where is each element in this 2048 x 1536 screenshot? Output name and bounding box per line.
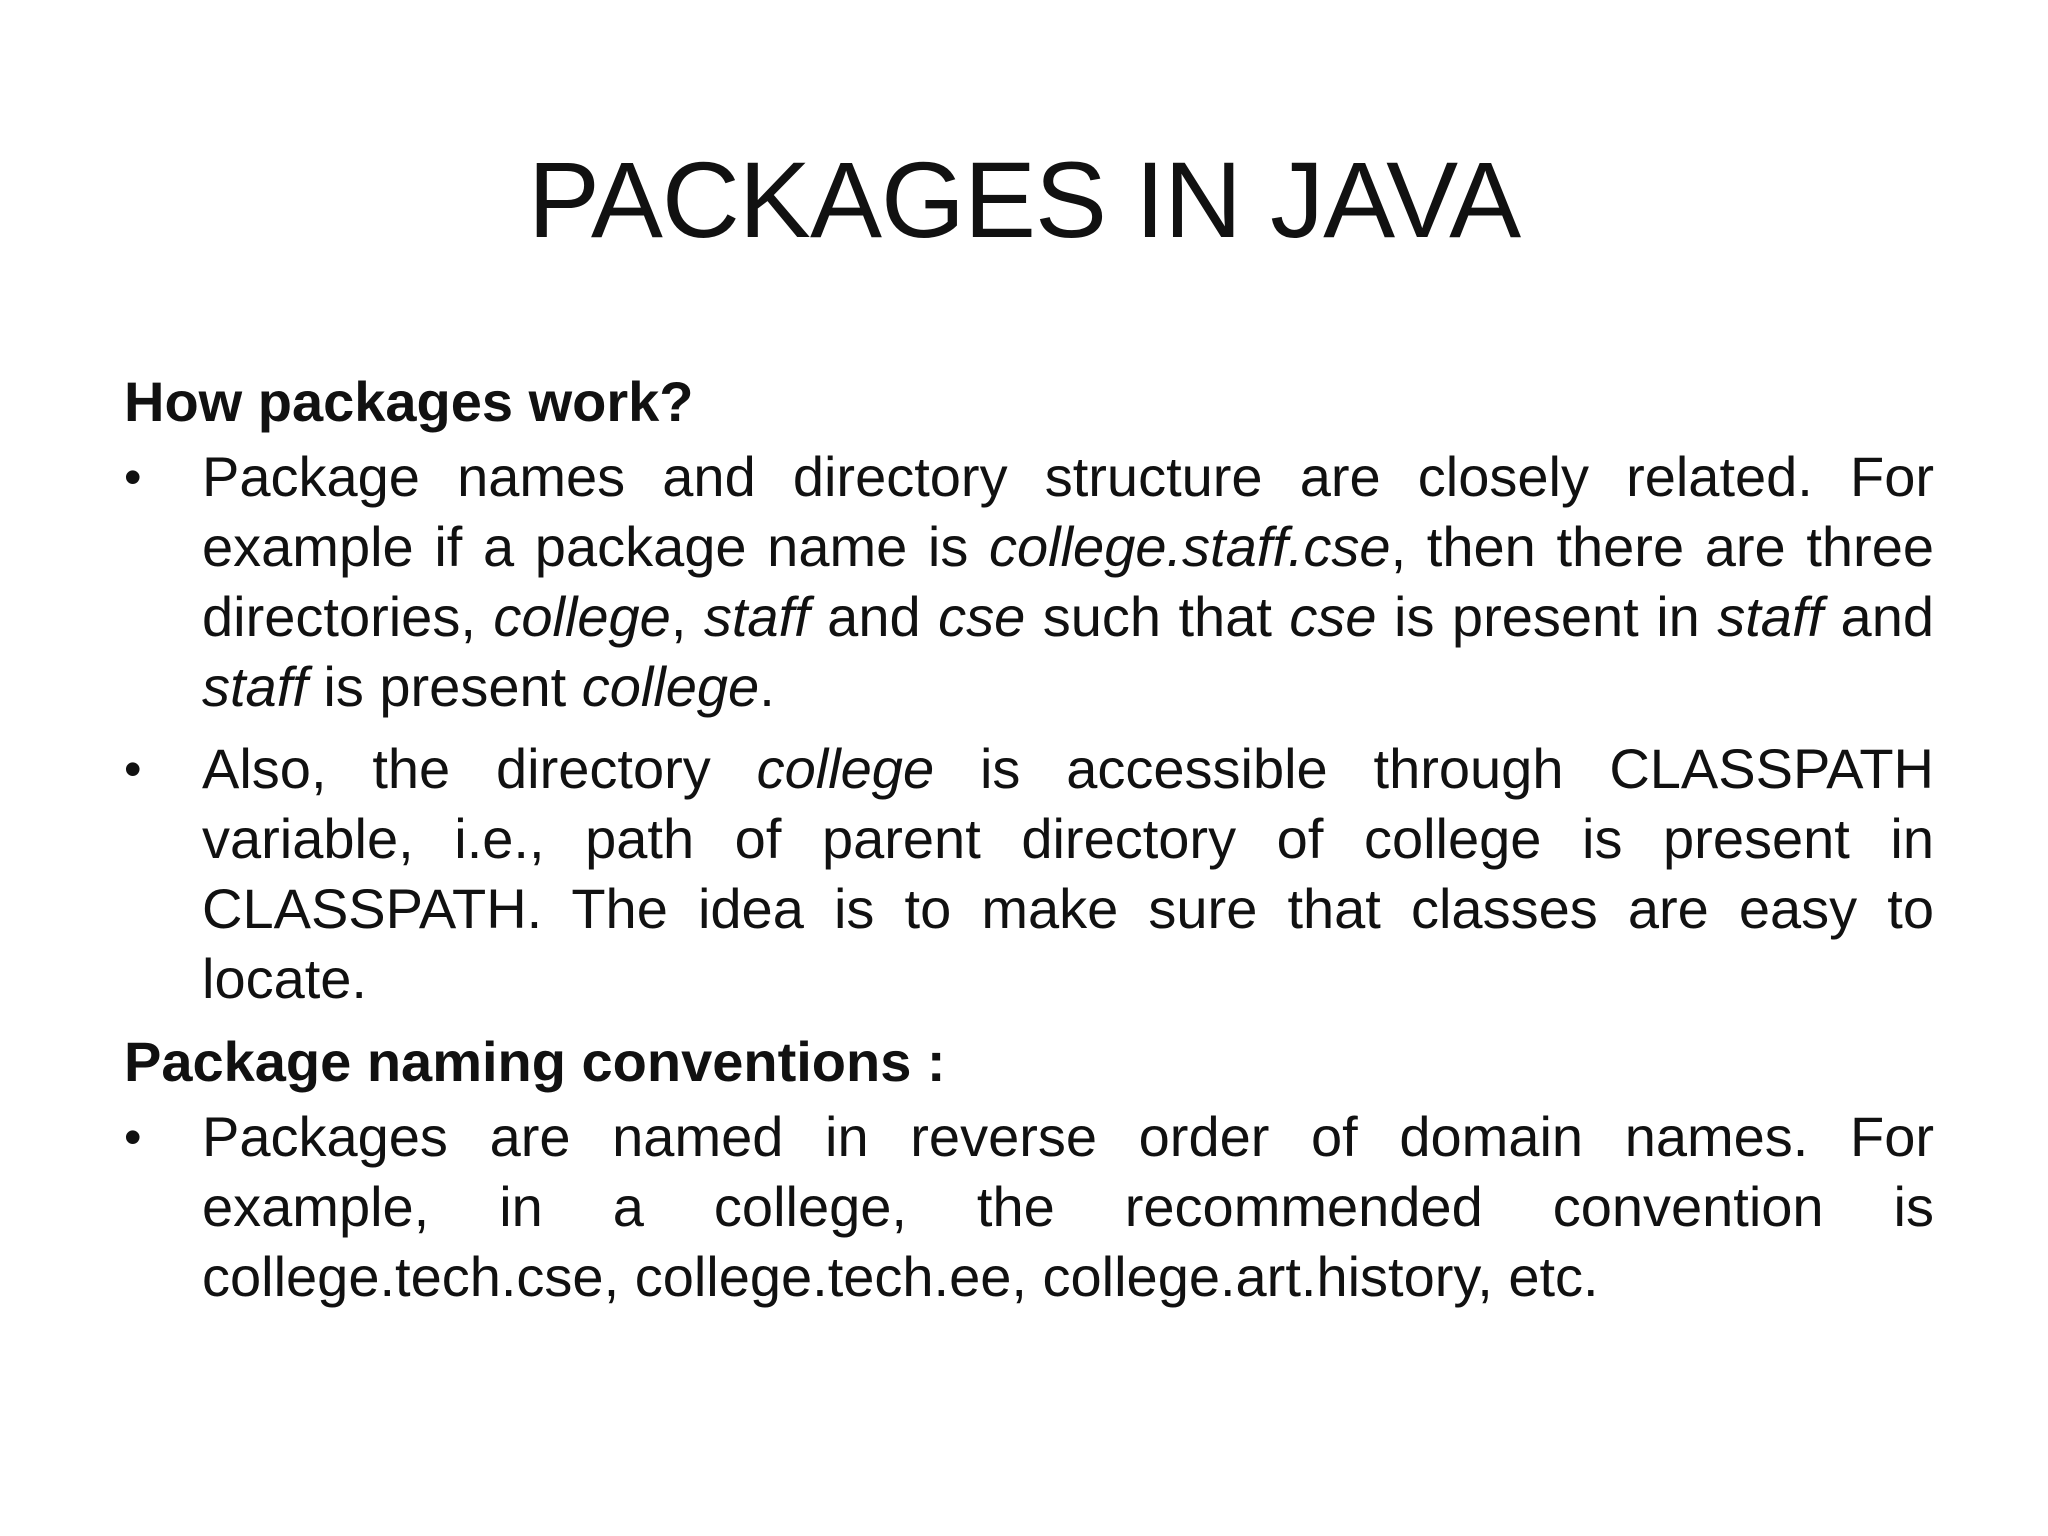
section-package-naming-conventions xyxy=(124,1028,1934,1312)
text-run: is present xyxy=(307,655,582,718)
bullet-item xyxy=(124,1102,1934,1312)
text-run: is accessible through CLASSPATH variable, i.e., path of parent directory of college is present in CLASSPATH. The idea is to make sure that classes are easy to locate. xyxy=(202,737,1935,1010)
italic-term: college xyxy=(756,737,935,800)
italic-term: cse xyxy=(1289,585,1377,648)
slide-title: PACKAGES IN JAVA xyxy=(527,139,1521,260)
italic-term: cse xyxy=(938,585,1026,648)
section-heading: Package naming conventions : xyxy=(124,1030,946,1093)
italic-term: college.staff.cse xyxy=(989,515,1391,578)
text-run: , xyxy=(670,585,704,648)
text-run: and xyxy=(1823,585,1934,648)
text-run: such that xyxy=(1025,585,1290,648)
bullet-dot: • xyxy=(124,449,142,505)
bullet-text xyxy=(202,442,1934,722)
italic-term: staff xyxy=(1717,585,1824,648)
section-heading: How packages work? xyxy=(124,370,694,433)
text-run: Package names and directory structure are closely related. For example if a package name is xyxy=(202,445,1934,578)
bullet-text xyxy=(202,1102,1934,1312)
text-run: and xyxy=(809,585,939,648)
text-run: , then there are three directories, xyxy=(202,515,1934,648)
italic-term: college xyxy=(581,655,760,718)
text-run: . xyxy=(759,655,775,718)
bullet-text xyxy=(202,734,1934,1014)
bullet-item xyxy=(124,442,1934,722)
italic-term: college xyxy=(493,585,671,648)
italic-term: staff xyxy=(703,585,810,648)
section-how-packages-work xyxy=(124,368,1934,1014)
text-run: Also, the directory xyxy=(202,737,757,800)
italic-term: staff xyxy=(202,655,308,718)
bullet-item xyxy=(124,734,1934,1014)
text-run: Packages are named in reverse order of domain names. For example, in a college, the recommended convention is college.tech.cse, college.tech.ee, college.art.history, etc. xyxy=(202,1105,1934,1308)
text-run: is present in xyxy=(1376,585,1718,648)
bullet-dot: • xyxy=(124,741,142,797)
slide-content xyxy=(124,368,1934,1324)
bullet-dot: • xyxy=(124,1109,142,1165)
